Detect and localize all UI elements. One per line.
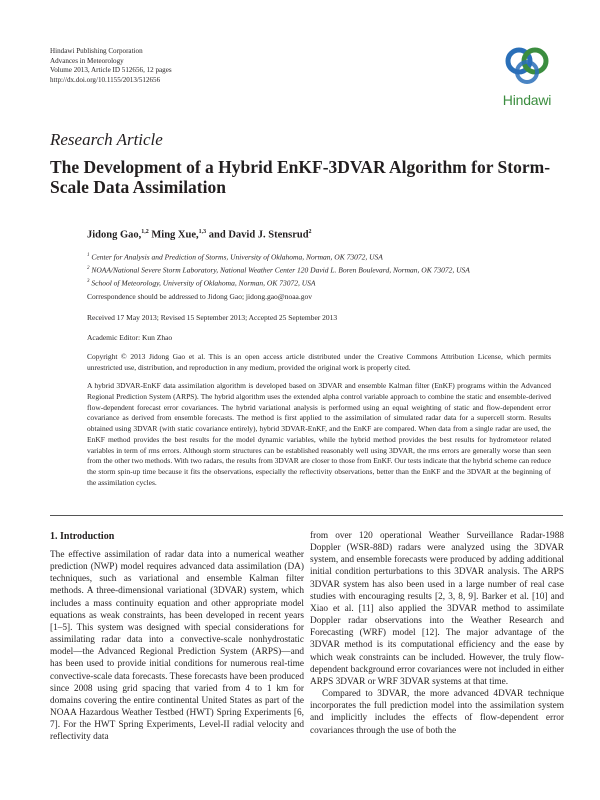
affiliation-line [87, 250, 470, 263]
abstract: A hybrid 3DVAR-EnKF data assimilation algorithm is developed based on 3DVAR and ensemble Kalman filter (EnKF) programs within the Advanced Regional Prediction System (ARPS). The hybrid algorithm uses the extended alpha control variable approach to combine the static and ensemble-derived flow-dependent forecast error covariances. The hybrid variational analysis is performed using an equal weighting of static and flow-dependent error covariance as derived from ensemble forecasts. The method is first applied to the assimilation of simulated radar data for a supercell storm. Results obtained using 3DVAR (with static covariance entirely), hybrid 3DVAR-EnKF, and the EnKF are compared. When data from a single radar are used, the EnKF method provides the best results for the model dynamic variables, while the hybrid method provides the best results for hydrometeor related variables in term of rms errors. Although storm structures can be established reasonably well using 3DVAR, the rms errors are generally worse than seen from the other two methods. With two radars, the results from 3DVAR are closer to those from EnKF. Our tests indicate that the hybrid scheme can reduce the storm spin-up time because it fits the observations, especially the reflectivity observations, better than the EnKF and the 3DVAR at the beginning of the assimilation cycles. [87, 381, 551, 487]
author-name[interactable]: Ming Xue, [148, 229, 199, 241]
author-list [87, 229, 312, 241]
hindawi-logo-text: Hindawi [502, 92, 552, 108]
intro-paragraph: Compared to 3DVAR, the more advanced 4DVAR technique incorporates the full prediction model into the assimilation system and implicitly includes the effects of flow-dependent error covariances through the use of both the [310, 689, 564, 736]
section-divider [50, 515, 563, 516]
academic-editor: Academic Editor: Kun Zhao [87, 333, 173, 342]
journal-name: Advances in Meteorology [50, 56, 124, 65]
author-name[interactable]: Jidong Gao, [87, 229, 142, 241]
affiliation-line [87, 263, 470, 276]
publisher: Hindawi Publishing Corporation [50, 47, 143, 55]
affiliation-num: 3 [87, 279, 90, 284]
intro-paragraph: The effective assimilation of radar data into a numerical weather prediction (NWP) model requires advanced data assimilation (DA) techniques, such as variational and ensemble Kalman filter methods. A three-dimensional variational (3DVAR) system, which includes a mass continuity equation and other appropriate model equations as weak constraints, has been developed in recent years [1–5]. This system was designed with special considerations for assimilating radar data into a convective-scale nonhydrostatic model—the Advanced Regional Prediction System (ARPS)—and has been used to provide initial conditions for numerous real-time convective-scale data forecasts. These forecasts have been produced since 2008 using grid spacing that varied from 4 to 1 km for domains covering the entire continental United States as part of the NOAA Hazardous Weather Testbed (HWT) Spring Experiments [6, 7]. For the HWT Spring Experiments, Level-II radial velocity and reflectivity data [50, 550, 304, 743]
affiliation-line [87, 276, 470, 289]
affiliations [87, 250, 470, 289]
affiliation-text: School of Meteorology, University of Oklahoma, Norman, OK 73072, USA [89, 278, 316, 288]
doi-link[interactable]: http://dx.doi.org/10.1155/2013/512656 [50, 75, 161, 84]
affiliation-num: 2 [87, 266, 90, 271]
author-affil: 2 [308, 229, 312, 235]
copyright-notice: Copyright © 2013 Jidong Gao et al. This is an open access article distributed under the Creative Commons Attribution License, which permits unrestricted use, distribution, and reproduction in any medium, provided the original work is properly cited. [87, 352, 551, 372]
left-column [50, 549, 304, 744]
section-heading: 1. Introduction [50, 531, 115, 542]
intro-paragraph: from over 120 operational Weather Surveillance Radar-1988 Doppler (WSR-88D) radars were analyzed using the 3DVAR system, and ensemble forecasts were produced by adding additional initial condition perturbations to this 3DVAR analysis. The ARPS 3DVAR system has also been used in a large number of real case studies with encouraging results [2, 3, 8, 9]. Barker et al. [10] and Xiao et al. [11] also applied the 3DVAR method to assimilate Doppler radar observations into the Weather Research and Forecasting (WRF) model [12]. The major advantage of the 3DVAR method is its computational efficiency and the ease by which weak constraints can be included. However, the truly flow-dependent background error covariances were not included in either ARPS 3DVAR or WRF 3DVAR systems at that time. [310, 531, 564, 687]
author-name[interactable]: and David J. Stensrud [206, 229, 309, 241]
correspondence[interactable]: Correspondence should be addressed to Jidong Gao; jidong.gao@noaa.gov [87, 292, 312, 301]
hindawi-rings-icon [502, 44, 552, 88]
affiliation-text: NOAA/National Severe Storm Laboratory, National Weather Center 120 David L. Boren Boulevard, Norman, OK 73072, USA [89, 265, 470, 275]
article-title: The Development of a Hybrid EnKF-3DVAR Algorithm for Storm-Scale Data Assimilation [50, 157, 551, 197]
hindawi-logo[interactable] [492, 44, 562, 110]
affiliation-num: 1 [87, 253, 90, 258]
author-affil: 1,2 [141, 229, 149, 235]
article-dates: Received 17 May 2013; Revised 15 September 2013; Accepted 25 September 2013 [87, 313, 338, 322]
right-column [310, 530, 564, 737]
article-type: Research Article [50, 130, 163, 149]
volume-info: Volume 2013, Article ID 512656, 12 pages [50, 66, 172, 74]
affiliation-text: Center for Analysis and Prediction of Storms, University of Oklahoma, Norman, OK 73072, USA [89, 252, 383, 262]
journal-info [50, 47, 172, 85]
author-affil: 1,3 [198, 229, 207, 235]
